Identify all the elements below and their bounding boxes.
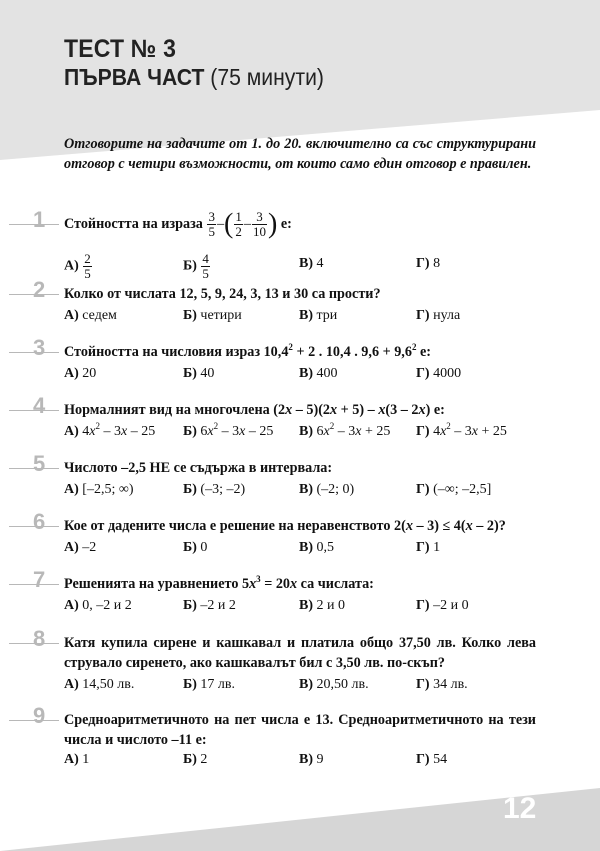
option-d[interactable]: Г) $4x^2 - 3x + 25$ xyxy=(416,421,507,439)
option-c[interactable]: В) (–2; 0) xyxy=(299,482,355,497)
question-4-text: Нормалният вид на многочлена (2x – 5)(2x + 5) – x(3 – 2x) е: xyxy=(64,402,445,418)
option-b[interactable]: Б) –2 и 2 xyxy=(183,598,236,613)
question-number-8: 8 xyxy=(5,633,70,663)
option-a[interactable]: А) 0, –2 и 2 xyxy=(64,598,132,613)
option-c[interactable]: В) 9 xyxy=(299,752,324,767)
instructions: Отговорите на задачите от 1. до 20. включително са със структурирани отговор с четири възможности, от които само един отговор е правилен. xyxy=(64,136,536,172)
question-8-options xyxy=(64,677,544,697)
section-title-bold: ПЪРВА ЧАСТ xyxy=(64,64,205,90)
question-9-text: Средноаритметичното на пет числа е 13. Средноаритметичното на тези числа и числото –11 е: xyxy=(64,712,536,748)
question-number-4: 4 xyxy=(5,400,70,430)
option-a[interactable]: А) –2 xyxy=(64,540,97,555)
fraction-2-5: $\frac{2}{5}$ xyxy=(84,251,91,281)
option-d[interactable]: Г) 4000 xyxy=(416,366,462,381)
option-c[interactable]: В) три xyxy=(299,308,338,323)
option-d[interactable]: Г) 1 xyxy=(416,540,441,555)
option-b[interactable]: Б) $\frac{4}{5}$ xyxy=(183,251,209,281)
question-number-9: 9 xyxy=(5,710,70,740)
option-a[interactable]: А) [–2,5; ∞) xyxy=(64,482,134,497)
test-title: ТЕСТ № 3 xyxy=(64,35,177,63)
option-d[interactable]: Г) 34 лв. xyxy=(416,677,468,692)
question-1-text: Стойността на израза $\frac{3}{5}$ –( $\frac{1}{2}$ – $\frac{3}{10}$ ) е: xyxy=(64,208,292,240)
option-a[interactable]: А) $\frac{2}{5}$ xyxy=(64,251,91,281)
option-d[interactable]: Г) (–∞; –2,5] xyxy=(416,482,492,497)
question-2-text: Колко от числата 12, 5, 9, 24, 3, 13 и 30 са прости? xyxy=(64,286,381,302)
option-a[interactable]: А) 1 xyxy=(64,752,90,767)
option-b[interactable]: Б) 40 xyxy=(183,366,215,381)
section-duration: (75 минути) xyxy=(204,64,324,90)
fraction-3-10: $\frac{3}{10}$ xyxy=(252,209,266,239)
question-3-text: Стойността на числовия израз $10,4^2 + 2$ . 10,4 . $9,6 + 9,6^2$ е: xyxy=(64,342,432,360)
question-number-1: 1 xyxy=(5,214,70,244)
option-c[interactable]: В) 400 xyxy=(299,366,338,381)
option-c[interactable]: В) 20,50 лв. xyxy=(299,677,369,692)
option-a[interactable]: А) $4x^2 - 3x - 25$ xyxy=(64,421,156,439)
question-7-options xyxy=(64,598,544,618)
question-9-options xyxy=(64,752,544,772)
option-d[interactable]: Г) –2 и 0 xyxy=(416,598,469,613)
question-5-text: Числото –2,5 НЕ се съдържа в интервала: xyxy=(64,460,333,476)
option-a[interactable]: А) 20 xyxy=(64,366,97,381)
question-6-text: Кое от дадените числа е решение на неравенството 2(x – 3) ≤ 4(x – 2)? xyxy=(64,518,506,534)
option-c[interactable]: В) $6x^2 - 3x + 25$ xyxy=(299,421,391,439)
option-d[interactable]: Г) 8 xyxy=(416,256,441,271)
question-8-text: Катя купила сирене и кашкавал и платила общо 37,50 лв. Колко лева струвало сиренето, ако кашкавалът бил с 3,50 лв. по-скъп? xyxy=(64,635,536,671)
option-d[interactable]: Г) 54 xyxy=(416,752,448,767)
question-6-options xyxy=(64,540,544,560)
fraction-1-2: $\frac{1}{2}$ xyxy=(235,209,242,239)
page-number: 12 xyxy=(503,792,537,825)
question-number-3: 3 xyxy=(5,342,70,372)
fraction-3-5: $\frac{3}{5}$ xyxy=(208,209,215,239)
question-number-7: 7 xyxy=(5,574,70,604)
option-c[interactable]: В) 2 и 0 xyxy=(299,598,345,613)
question-number-6: 6 xyxy=(5,516,70,546)
fraction-4-5: $\frac{4}{5}$ xyxy=(202,251,209,281)
option-b[interactable]: Б) 17 лв. xyxy=(183,677,236,692)
question-number-5: 5 xyxy=(5,458,70,488)
question-5-options xyxy=(64,482,544,502)
question-3-options xyxy=(64,366,544,386)
option-d[interactable]: Г) нула xyxy=(416,308,461,323)
question-1-options xyxy=(64,251,544,281)
section-title xyxy=(64,64,324,91)
question-2-options xyxy=(64,308,544,328)
option-a[interactable]: А) 14,50 лв. xyxy=(64,677,135,692)
question-7-text: Решенията на уравнението $5x^3 = 20x$ са числата: xyxy=(64,574,374,592)
option-b[interactable]: Б) 2 xyxy=(183,752,208,767)
question-number-2: 2 xyxy=(5,284,70,314)
option-b[interactable]: Б) четири xyxy=(183,308,242,323)
option-c[interactable]: В) 4 xyxy=(299,256,324,271)
question-4-options xyxy=(64,421,544,444)
page-header xyxy=(64,35,347,91)
option-c[interactable]: В) 0,5 xyxy=(299,540,334,555)
option-a[interactable]: А) седем xyxy=(64,308,117,323)
option-b[interactable]: Б) (–3; –2) xyxy=(183,482,246,497)
option-b[interactable]: Б) 0 xyxy=(183,540,208,555)
option-b[interactable]: Б) $6x^2 - 3x - 25$ xyxy=(183,421,274,439)
